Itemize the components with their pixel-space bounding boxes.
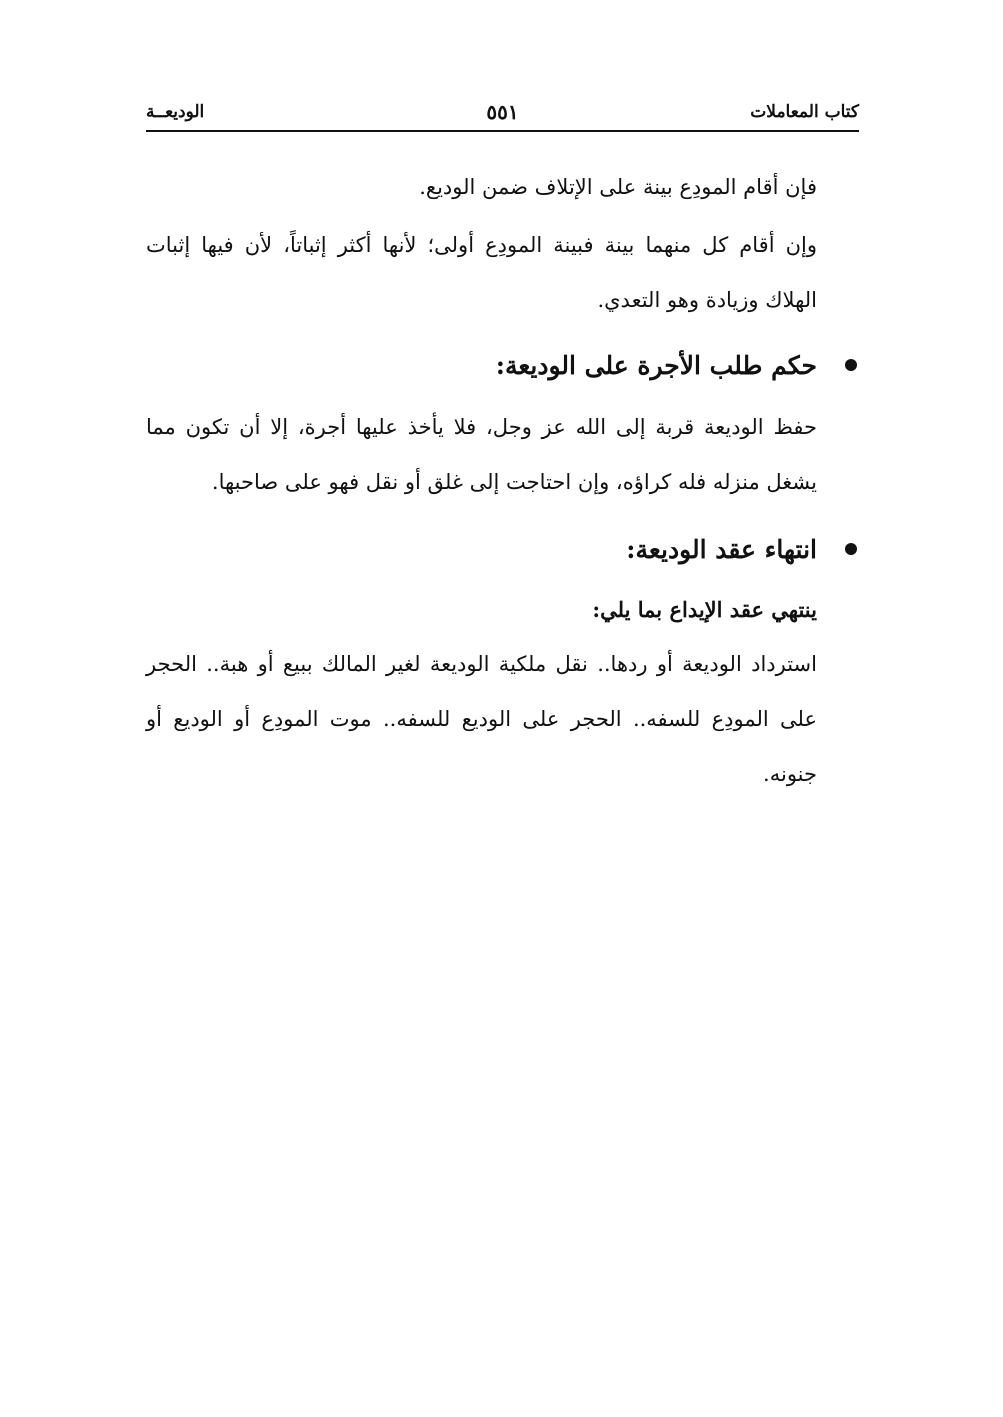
paragraph: استرداد الوديعة أو ردها.. نقل ملكية الوديعة لغير المالك ببيع أو هبة.. الحجر على المودِع للسفه.. الحجر على الوديع للسفه.. موت المودِع أو الوديع أو جنونه.	[146, 652, 817, 786]
header-divider	[146, 130, 859, 132]
section-heading: انتهاء عقد الوديعة:	[626, 535, 817, 564]
section-heading-row	[146, 524, 857, 576]
running-header	[146, 100, 859, 130]
section-heading-row	[146, 340, 857, 392]
bullet-icon	[845, 359, 857, 371]
page-number: ٥٥١	[486, 100, 519, 124]
subheading: ينتهي عقد الإيداع بما يلي:	[592, 597, 817, 622]
book-title: كتاب المعاملات	[750, 102, 859, 122]
paragraph: حفظ الوديعة قربة إلى الله عز وجل، فلا يأخذ عليها أجرة، إلا أن تكون مما يشغل منزله فله كراؤه، وإن احتاجت إلى غلق أو نقل فهو على صاحبها.	[146, 415, 817, 494]
chapter-title: الوديعــة	[146, 102, 205, 122]
section-heading: حكم طلب الأجرة على الوديعة:	[495, 351, 817, 380]
paragraph: وإن أقام كل منهما بينة فبينة المودِع أولى؛ لأنها أكثر إثباتاً، لأن فيها إثبات الهلاك وزيادة وهو التعدي.	[146, 233, 817, 312]
paragraph: فإن أقام المودِع بينة على الإتلاف ضمن الوديع.	[419, 175, 817, 199]
main-text	[146, 160, 817, 802]
bullet-icon	[845, 543, 857, 555]
